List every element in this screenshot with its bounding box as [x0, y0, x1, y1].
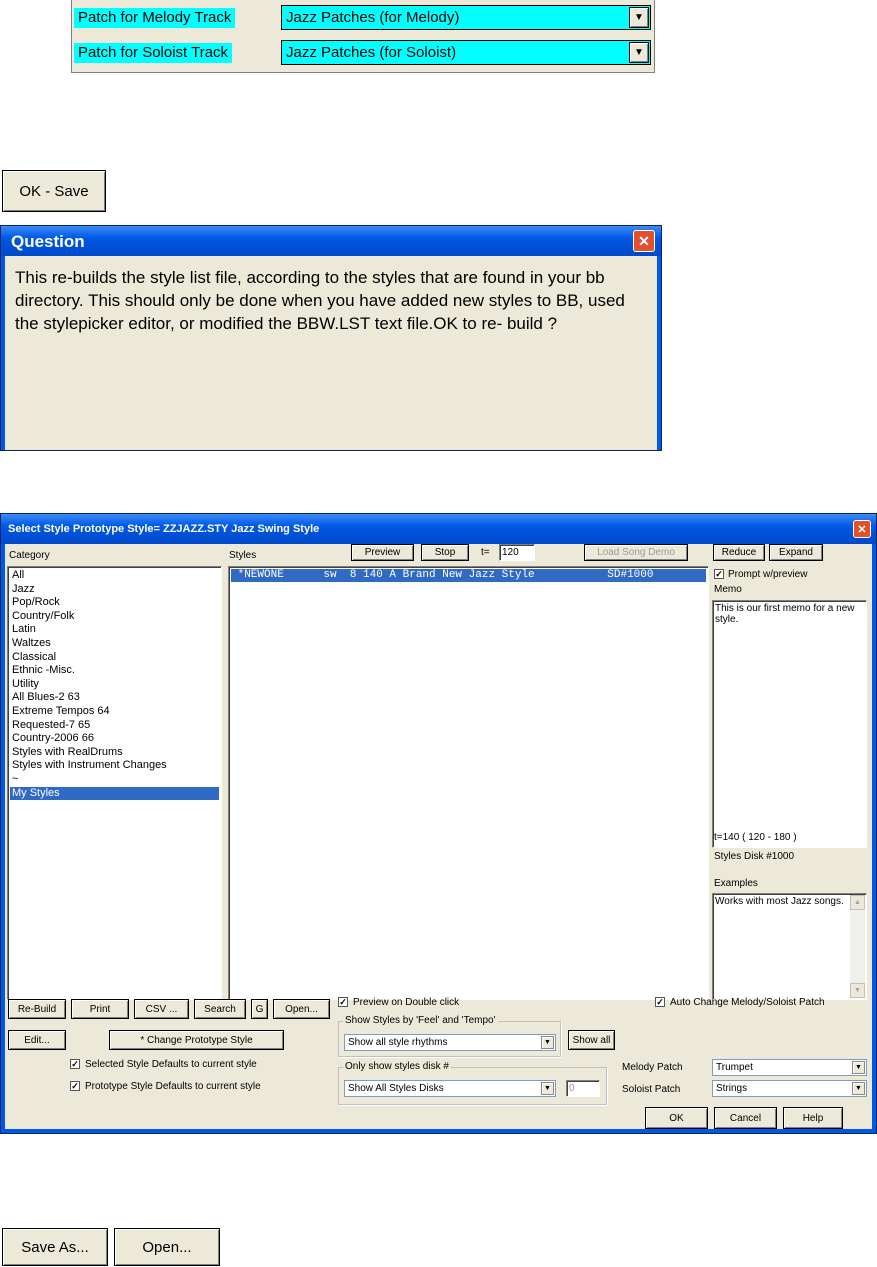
auto-change-patch-label: Auto Change Melody/Soloist Patch	[670, 997, 825, 1008]
style-row-newone[interactable]: *NEWONE sw 8 140 A Brand New Jazz Style SD#1000	[231, 569, 706, 582]
cancel-button[interactable]: Cancel	[714, 1107, 777, 1129]
prototype-defaults-checkbox[interactable]: ✓	[71, 1081, 79, 1091]
window-border-right	[872, 544, 876, 1133]
prototype-defaults-label: Prototype Style Defaults to current style	[85, 1081, 261, 1092]
category-item[interactable]: Country-2006 66	[12, 732, 94, 745]
melody-patch-label: Melody Patch	[622, 1062, 683, 1073]
category-item[interactable]: Requested-7 65	[12, 718, 91, 731]
melody-patch-value: Trumpet	[716, 1062, 753, 1073]
question-dialog-titlebar	[1, 226, 661, 256]
print-button[interactable]: Print	[71, 999, 129, 1019]
soloist-track-patch-label: Patch for Soloist Track	[74, 43, 232, 63]
question-dialog	[0, 225, 662, 451]
help-button[interactable]: Help	[783, 1107, 843, 1129]
preview-double-click-label: Preview on Double click	[353, 997, 460, 1008]
category-item[interactable]: Pop/Rock	[12, 596, 60, 609]
soloist-patch-label: Soloist Patch	[622, 1084, 681, 1095]
show-all-button[interactable]: Show all	[568, 1030, 615, 1050]
soloist-track-patch-value: Jazz Patches (for Soloist)	[286, 44, 457, 61]
feel-tempo-group-title: Show Styles by 'Feel' and 'Tempo'	[345, 1015, 496, 1026]
examples-label: Examples	[714, 878, 758, 889]
melody-patch-select[interactable]	[712, 1059, 867, 1076]
window-border-left	[1, 544, 5, 1133]
search-button[interactable]: Search	[194, 999, 246, 1019]
category-item[interactable]: Jazz	[12, 582, 35, 595]
style-picker-dialog	[0, 513, 877, 1134]
load-song-demo-button[interactable]: Load Song Demo	[584, 544, 688, 561]
memo-label: Memo	[714, 584, 742, 595]
expand-button[interactable]: Expand	[769, 544, 823, 561]
disk-filter-group-title: Only show styles disk #	[345, 1061, 449, 1072]
category-item[interactable]: All Blues-2 63	[12, 691, 80, 704]
save-as-button[interactable]: Save As...	[2, 1228, 108, 1266]
feel-tempo-select[interactable]	[344, 1034, 556, 1051]
examples-textarea[interactable]	[712, 893, 867, 1000]
scroll-down-icon[interactable]: ▼	[850, 983, 865, 998]
patch-settings-panel	[71, 0, 655, 73]
category-item[interactable]: Latin	[12, 623, 36, 636]
disk-number-input[interactable]: 0	[566, 1080, 600, 1097]
edit-button[interactable]: Edit...	[8, 1030, 66, 1050]
category-item[interactable]: All	[12, 569, 25, 581]
selected-defaults-checkbox[interactable]: ✓	[71, 1059, 79, 1069]
category-list[interactable]	[7, 566, 222, 1000]
tempo-input[interactable]: 120	[499, 544, 535, 561]
prompt-preview-checkbox[interactable]: ✓	[715, 569, 723, 579]
chevron-down-icon[interactable]: ▼	[629, 42, 649, 63]
soloist-patch-value: Strings	[716, 1083, 748, 1094]
styles-list[interactable]	[228, 566, 709, 1000]
style-picker-title: Select Style Prototype Style= ZZJAZZ.STY Jazz Swing Style	[8, 523, 320, 535]
disk-filter-group	[338, 1061, 607, 1105]
chevron-down-icon[interactable]: ▼	[541, 1082, 554, 1095]
category-item[interactable]: ~	[12, 773, 19, 785]
feel-tempo-value: Show all style rhythms	[348, 1037, 448, 1048]
category-label: Category	[9, 550, 50, 561]
auto-change-patch-checkbox[interactable]: ✓	[656, 997, 664, 1007]
ok-save-button[interactable]: OK - Save	[2, 170, 106, 212]
window-border-left	[1, 256, 5, 450]
close-icon[interactable]: ✕	[633, 230, 655, 252]
chevron-down-icon[interactable]: ▼	[541, 1036, 554, 1049]
soloist-patch-select[interactable]	[712, 1080, 867, 1097]
category-item[interactable]: Utility	[12, 677, 39, 690]
scroll-up-icon[interactable]: ▲	[850, 895, 865, 910]
reduce-button[interactable]: Reduce	[713, 544, 765, 561]
g-button[interactable]: G	[251, 999, 268, 1019]
stop-button[interactable]: Stop	[421, 544, 469, 561]
disk-filter-select[interactable]	[344, 1080, 556, 1097]
csv-button[interactable]: CSV ...	[134, 999, 189, 1019]
feel-tempo-group	[338, 1015, 561, 1057]
melody-track-patch-label: Patch for Melody Track	[74, 8, 235, 28]
soloist-track-patch-select[interactable]	[281, 40, 651, 65]
category-item[interactable]: Ethnic -Misc.	[12, 664, 75, 677]
question-dialog-title: Question	[11, 232, 85, 251]
window-border-bottom	[1, 1129, 876, 1133]
category-item[interactable]: Styles with Instrument Changes	[12, 759, 167, 772]
category-item[interactable]: Styles with RealDrums	[12, 745, 123, 758]
open-file-button[interactable]: Open...	[114, 1228, 220, 1266]
preview-button[interactable]: Preview	[351, 544, 414, 561]
category-item[interactable]: Country/Folk	[12, 609, 75, 622]
ok-button[interactable]: OK	[645, 1107, 708, 1129]
tempo-label: t=	[481, 547, 490, 558]
styles-label: Styles	[229, 550, 257, 561]
memo-textarea[interactable]: This is our first memo for a new style.	[712, 600, 867, 848]
tempo-range-info: t=140 ( 120 - 180 )	[714, 832, 797, 843]
change-prototype-style-button[interactable]: * Change Prototype Style	[109, 1030, 284, 1050]
style-picker-titlebar	[1, 514, 876, 544]
examples-scrollbar[interactable]	[850, 895, 865, 998]
window-border-right	[657, 256, 661, 450]
melody-track-patch-select[interactable]	[281, 5, 651, 30]
open-button[interactable]: Open...	[273, 999, 330, 1019]
close-icon[interactable]: ✕	[853, 520, 871, 538]
examples-text: Works with most Jazz songs.	[715, 896, 844, 907]
category-item[interactable]: Waltzes	[12, 637, 51, 649]
category-item[interactable]: Extreme Tempos 64	[12, 705, 110, 717]
category-item[interactable]: My Styles	[10, 787, 219, 800]
category-item[interactable]: Classical	[12, 650, 57, 663]
preview-double-click-checkbox[interactable]: ✓	[339, 997, 347, 1007]
disk-filter-value: Show All Styles Disks	[348, 1083, 444, 1094]
question-dialog-message: This re-builds the style list file, according to the styles that are found in your bb directory. This should only be done when you have added new styles to BB, used the stylepicker editor, or modified the BBW.LST text file.OK to re- build ?	[15, 268, 625, 333]
chevron-down-icon[interactable]: ▼	[629, 7, 649, 28]
prompt-preview-label: Prompt w/preview	[728, 569, 808, 580]
selected-defaults-label: Selected Style Defaults to current style	[85, 1059, 257, 1070]
rebuild-button[interactable]: Re-Build	[8, 999, 66, 1019]
melody-track-patch-value: Jazz Patches (for Melody)	[286, 9, 460, 26]
chevron-down-icon[interactable]: ▼	[852, 1082, 865, 1095]
chevron-down-icon[interactable]: ▼	[852, 1061, 865, 1074]
styles-disk-info: Styles Disk #1000	[714, 851, 795, 862]
